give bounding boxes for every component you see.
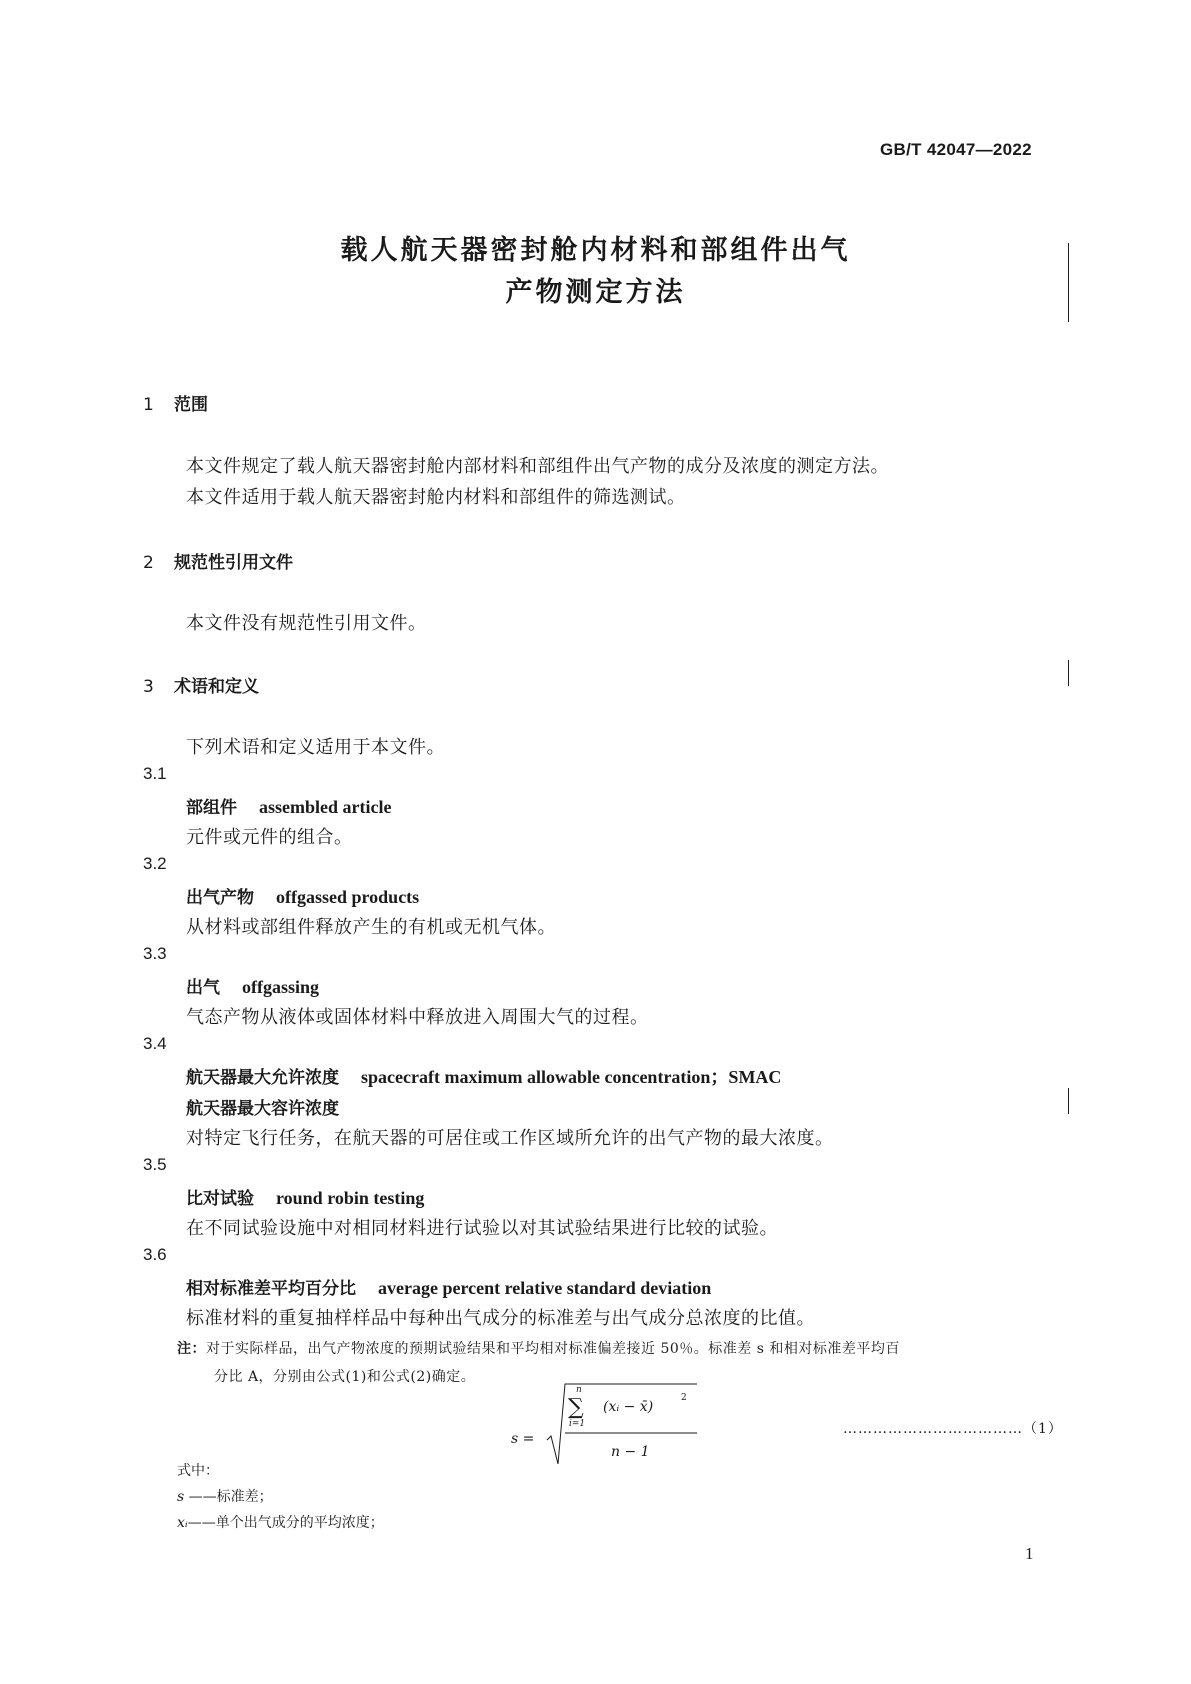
page-number: 1	[1025, 1544, 1034, 1563]
section-paragraph: 本文件适用于载人航天器密封舱内材料和部组件的筛选测试。	[186, 487, 686, 508]
section-paragraph: 本文件没有规范性引用文件。	[186, 613, 427, 634]
term-definition: 元件或元件的组合。	[186, 827, 353, 848]
sum-symbol: ∑	[568, 1395, 584, 1420]
sum-lower-limit: i=1	[569, 1419, 586, 1429]
term-definition: 在不同试验设施中对相同材料进行试验以对其试验结果进行比较的试验。	[186, 1218, 778, 1239]
term-definition: 气态产物从液体或固体材料中释放进入周围大气的过程。	[186, 1007, 649, 1028]
document-title-line-1: 载人航天器密封舱内材料和部组件出气	[340, 235, 851, 266]
section-heading: 3 术语和定义	[143, 677, 259, 697]
term-number: 3.3	[143, 944, 167, 963]
term-title: 出气产物 offgassed products	[186, 887, 420, 908]
revision-bar	[1068, 660, 1069, 686]
section-heading: 2 规范性引用文件	[143, 553, 293, 573]
term-number: 3.2	[143, 854, 167, 873]
term-title: 航天器最大允许浓度 spacecraft maximum allowable concentration；SMAC	[186, 1067, 782, 1088]
section-paragraph: 下列术语和定义适用于本文件。	[186, 737, 445, 758]
term-title: 部组件 assembled article	[186, 797, 392, 818]
term-definition: 对特定飞行任务，在航天器的可居住或工作区域所允许的出气产物的最大浓度。	[186, 1128, 834, 1149]
standard-code: GB/T 42047—2022	[880, 140, 1032, 159]
note-line: 注：对于实际样品，出气产物浓度的预期试验结果和平均相对标准偏差接近 50％。标准差 s 和相对标准差平均百	[177, 1341, 900, 1357]
term-number: 3.5	[143, 1155, 167, 1174]
document-title-line-2: 产物测定方法	[505, 277, 686, 308]
term-title: 出气 offgassing	[186, 977, 320, 998]
term-definition: 从材料或部组件释放产生的有机或无机气体。	[186, 917, 556, 938]
term-number: 3.1	[143, 764, 167, 783]
formula-lhs: s =	[511, 1431, 535, 1447]
sum-upper-limit: n	[576, 1385, 582, 1395]
section-heading: 1 范围	[143, 395, 208, 415]
revision-bar	[1068, 243, 1069, 322]
formula-standard-deviation	[505, 1378, 705, 1470]
section-paragraph: 本文件规定了载人航天器密封舱内部材料和部组件出气产物的成分及浓度的测定方法。	[186, 456, 889, 477]
note-line: 分比 A，分别由公式(1)和公式(2)确定。	[214, 1369, 476, 1385]
revision-bar	[1068, 1088, 1069, 1114]
term-number: 3.6	[143, 1245, 167, 1264]
term-alt-title: 航天器最大容许浓度	[186, 1099, 339, 1119]
term-number: 3.4	[143, 1034, 167, 1053]
term-title: 相对标准差平均百分比 average percent relative standard deviation	[186, 1278, 712, 1299]
sum-term: (xᵢ − x̄)	[603, 1399, 654, 1415]
equation-number: ………………………………（1）	[843, 1421, 1063, 1437]
term-definition: 标准材料的重复抽样样品中每种出气成分的标准差与出气成分总浓度的比值。	[186, 1308, 815, 1329]
where-item: s ——标准差；	[177, 1489, 273, 1505]
where-item: xᵢ——单个出气成分的平均浓度；	[177, 1515, 384, 1531]
exponent: 2	[681, 1393, 687, 1403]
term-title: 比对试验 round robin testing	[186, 1188, 425, 1209]
where-intro: 式中：	[177, 1463, 219, 1479]
denominator: n − 1	[611, 1444, 650, 1460]
